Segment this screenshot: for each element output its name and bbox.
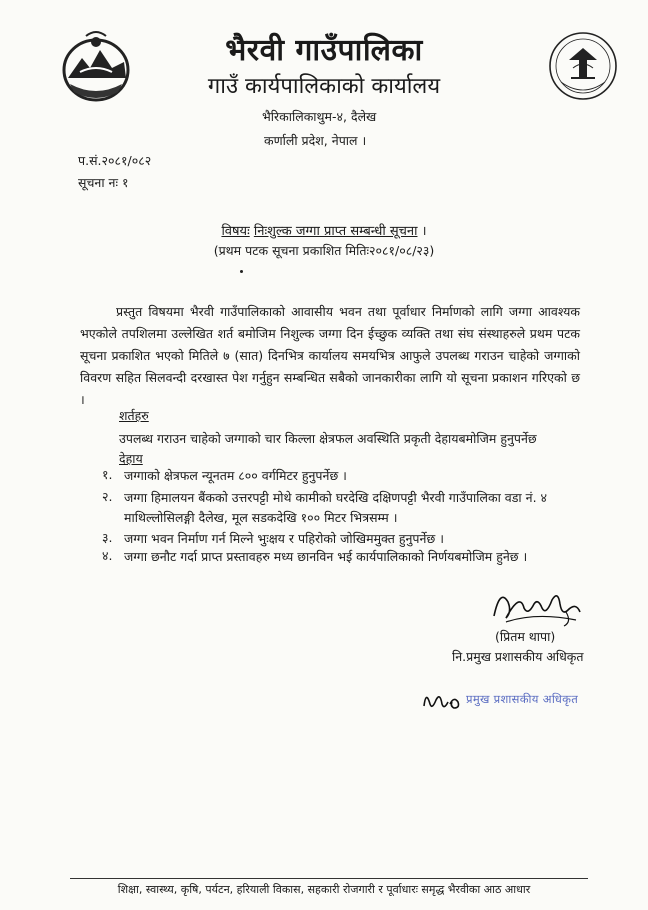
notice-body-paragraph: प्रस्तुत विषयमा भैरवी गाउँपालिकाको आवासीय भवन तथा पूर्वाधार निर्माणको लागि जग्गा आवश्यक भएकोले तपशिलमा उल्लेखित शर्त बमोजिम निशुल्क जग्गा दिन ईच्छुक व्यक्ति तथा संघ संस्थाहरुले प्रथम पटक सूचना प्रकाशित भएको मितिले ७ (सात) दिनभित्र कार्यालय समयभित्र आफुले उपलब्ध गराउन चाहेको जग्गाको विवरण सहित सिलवन्दी दरखास्त पेश गर्नुहुन सम्बन्धित सबैको जानकारीका लागि यो सूचना प्रकाशन गरिएको छ । xyxy=(80,304,580,407)
list-item-number: २. xyxy=(102,489,113,504)
subject-line xyxy=(0,221,648,239)
publish-date-line: (प्रथम पटक सूचना प्रकाशित मितिः२०८१/०८/२३) xyxy=(213,243,435,258)
list-item-text: जग्गाको क्षेत्रफल न्यूनतम ८०० वर्गमिटर हुनुपर्नेछ । xyxy=(124,468,347,483)
notice-number: सूचना नः १ xyxy=(78,175,129,190)
list-item-number: ४. xyxy=(102,548,113,563)
office-subtitle: गाउँ कार्यपालिकाको कार्यालय xyxy=(207,74,441,99)
list-item-text: जग्गा छनौट गर्दा प्राप्त प्रस्तावहरु मध्य छानविन भई कार्यपालिकाको निर्णयबमोजिम हुनेछ । xyxy=(124,549,528,564)
office-title: भैरवी गाउँपालिका xyxy=(225,33,423,68)
list-item-text: जग्गा हिमालयन बैंकको उत्तरपट्टी मोथे कामीको घरदेखि दक्षिणपट्टी भैरवी गाउँपालिका वडा नं. ४ माथिल्लोसिलङ्गी दैलेख, मूल सडकदेखि १०० मिटर भित्रसम्म । xyxy=(124,490,548,525)
list-item-number: १. xyxy=(102,467,113,482)
footer-divider xyxy=(70,878,588,879)
subject-label: विषयः xyxy=(221,224,250,239)
signatory-name: (प्रितम थापा) xyxy=(495,629,556,644)
signature-icon xyxy=(486,582,586,628)
details-heading: देहाय xyxy=(119,451,143,466)
office-address-line2: कर्णाली प्रदेश, नेपाल । xyxy=(264,133,367,148)
signatory-designation: नि.प्रमुख प्रशासकीय अधिकृत xyxy=(452,649,584,664)
footer-motto: शिक्षा, स्वास्थ्य, कृषि, पर्यटन, हरियाली विकास, सहकारी रोजगारी र पूर्वाधारः समृद्ध भैरवीका आठ आधार xyxy=(117,883,531,896)
handwritten-mark-icon xyxy=(420,686,464,714)
reference-number: प.सं.२०८१/०८२ xyxy=(78,153,152,168)
subject-text: निःशुल्क जग्गा प्राप्त सम्बन्धी सूचना xyxy=(253,224,418,239)
subject-end: । xyxy=(417,224,427,239)
conditions-text: उपलब्ध गराउन चाहेको जग्गाको चार किल्ला क्षेत्रफल अवस्थिति प्रकृती देहायबमोजिम हुनुपर्नेछ xyxy=(119,431,537,446)
stray-dot xyxy=(240,270,243,273)
conditions-heading: शर्तहरु xyxy=(119,408,149,423)
official-stamp: प्रमुख प्रशासकीय अधिकृत xyxy=(466,692,579,706)
list-item-text: जग्गा भवन निर्माण गर्न मिल्ने भुःक्षय र पहिरोको जोखिममुक्त हुनुपर्नेछ । xyxy=(124,531,444,546)
office-address-line1: भैरिकालिकाथुम-४, दैलेख xyxy=(262,109,377,124)
list-item-number: ३. xyxy=(102,530,113,545)
